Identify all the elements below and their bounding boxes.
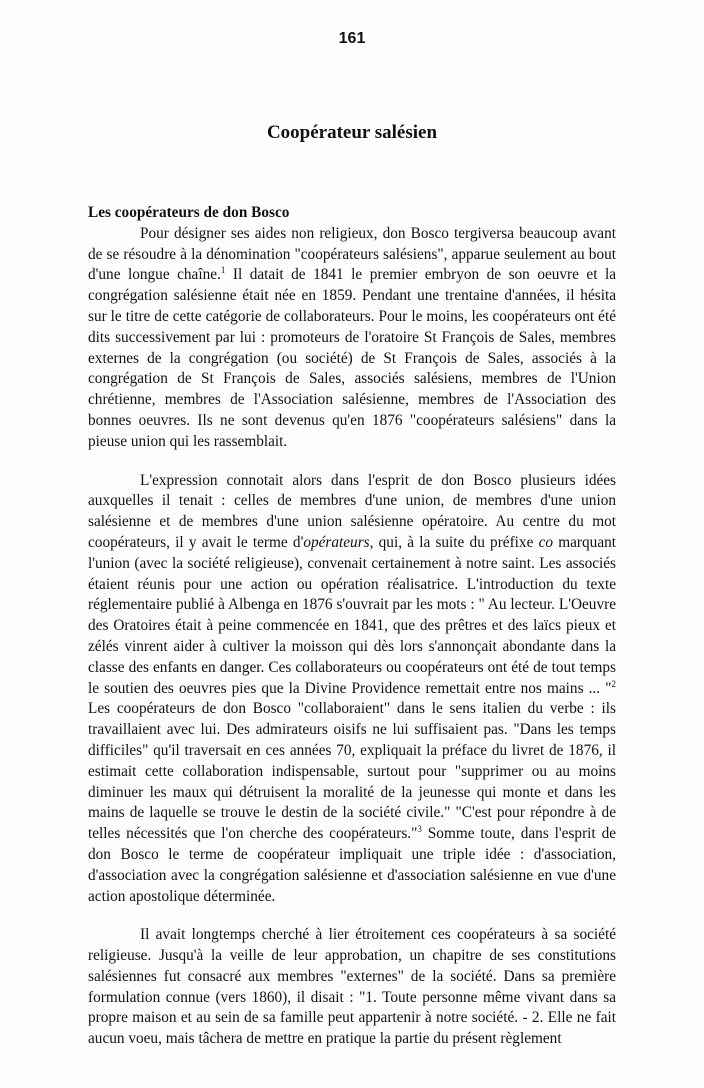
footnote-ref-2: 2 bbox=[611, 678, 616, 689]
italic-co: co bbox=[538, 533, 554, 551]
paragraph-2 bbox=[88, 471, 616, 908]
paragraph-1 bbox=[88, 224, 616, 453]
paragraph-3: Il avait longtemps cherché à lier étroitement ces coopérateurs à sa société religieuse. Jusqu'à la veille de leur approbation, un chapitre de ses constitutions salésiennes fut consacré aux membres "externes" de la société. Dans sa première formulation connue (vers 1860), il disait : "1. Toute personne même vivant dans sa propre maison et au sein de sa famille peut appartenir à notre société. - 2. Elle ne fait aucun voeu, mais tâchera de mettre en pratique la partie du présent règlement bbox=[88, 926, 616, 1048]
paragraph-2-text-c: marquant l'union (avec la société religieuse), convenait certainement à notre saint. Les associés étaient réunis pour une action ou opération réalisatrice. L'introduction du texte réglementaire publié à Albenga en 1876 s'ouvrait par les mots : " Au lecteur. L'Oeuvre des Oratoires était à peine commencée en 1841, que des prêtres et des laïcs pieux et zélés vinrent aider à cultiver la moisson qui dès lors s'annonçait abondante dans la classe des enfants en danger. Ces collaborateurs ou coopérateurs ont été de tout temps le soutien des oeuvres pies que la Divine Providence remettait entre nos mains ... " bbox=[88, 533, 617, 697]
footnote-ref-1: 1 bbox=[220, 265, 226, 276]
paragraph-2-text-d: Les coopérateurs de don Bosco "collaboraient" dans le sens italien du verbe : ils travaillaient avec lui. Des admirateurs oisifs ne lui suffisaient pas. "Dans les temps difficiles" qu'il traversait en ces années 70, expliquait la préface du livret de 1876, il estimait cette collaboration indispensable, surtout pour "supprimer ou au moins diminuer les maux qui détruisent la moralité de la jeunesse qui monte et dans les mains de laquelle se trouve le destin de la société civile." "C'est pour répondre à de telles nécessités que l'on cherche des coopérateurs." bbox=[88, 700, 616, 843]
footnote-ref-3: 3 bbox=[417, 824, 422, 835]
page-title: Coopérateur salésien bbox=[266, 122, 438, 143]
paragraph-2-text-e: Somme toute, dans l'esprit de don Bosco le terme de coopérateur impliquait une triple idée : d'association, d'association avec la congrégation salésienne et d'association salésienne en vue d'une action apostolique déterminée. bbox=[88, 825, 617, 905]
page-number: 161 bbox=[338, 30, 366, 47]
paragraph-1-text-b: Il datait de 1841 le premier embryon de son oeuvre et la congrégation salésienne était née en 1859. Pendant une trentaine d'années, il hésita sur le titre de cette catégorie de collaborateurs. Pour le moins, les coopérateurs ont été dits successivement par lui : promoteurs de l'oratoire St François de Sales, membres externes de la congrégation (ou société) de St François de Sales, associés à la congrégation de St François de Sales, associés salésiens, membres de l'Union chrétienne, membres de l'Association salésienne, membres de l'Association des bonnes oeuvres. Ils ne sont devenus qu'en 1876 "coopérateurs salésiens" dans la pieuse union qui les rassemblait. bbox=[88, 266, 617, 450]
paragraph-1-text-a: Pour désigner ses aides non religieux, don Bosco tergiversa beaucoup avant de se résoudre à la dénomination "coopérateurs salésiens", apparue seulement au bout d'une longue chaîne. bbox=[88, 224, 616, 284]
paragraph-2-text-b: , qui, à la suite du préfixe bbox=[369, 533, 539, 551]
italic-operateurs: opérateurs bbox=[303, 533, 370, 551]
paragraph-2-text-a: L'expression connotait alors dans l'esprit de don Bosco plusieurs idées auxquelles il tenait : celles de membres d'une union, de membres d'une union salésienne et de membres d'une union salésienne opératoire. Au centre du mot coopérateurs, il y avait le terme d' bbox=[88, 471, 616, 551]
article-body bbox=[88, 203, 616, 1050]
section-heading: Les coopérateurs de don Bosco bbox=[88, 204, 290, 221]
